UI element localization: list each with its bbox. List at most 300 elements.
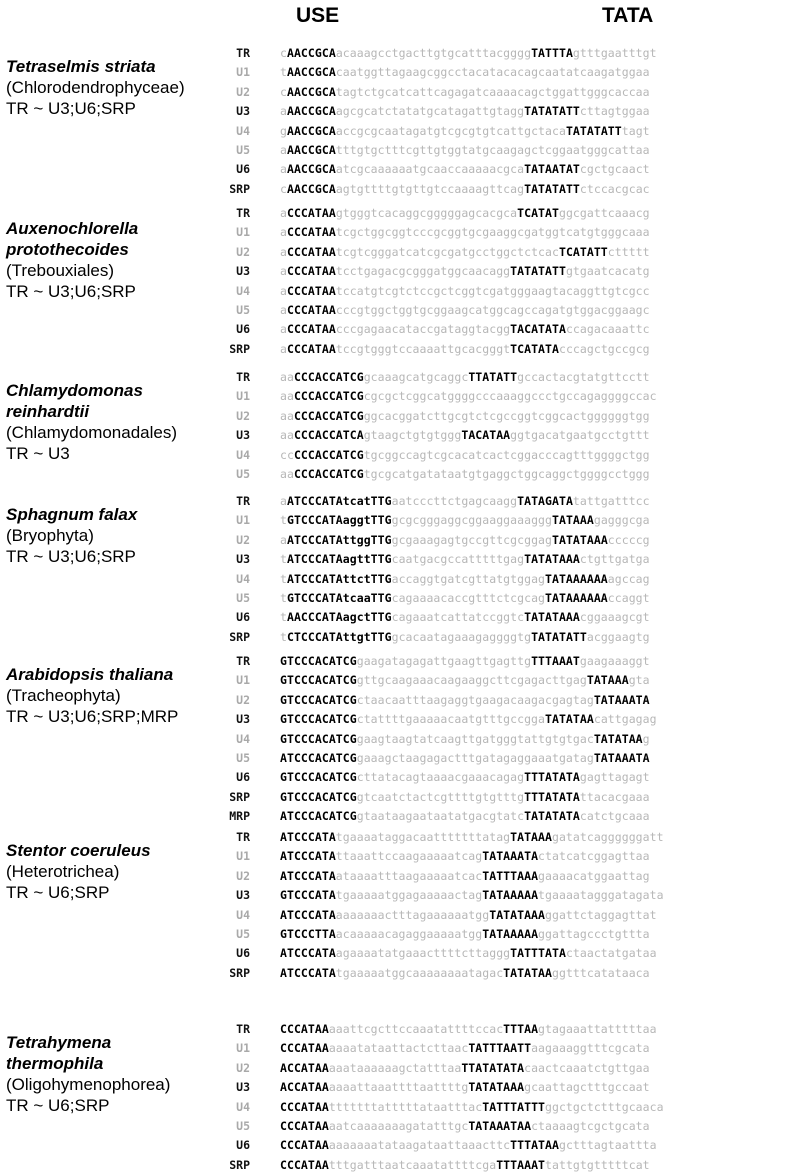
use-motif: CCCATAA — [280, 1158, 329, 1172]
use-motif: ATCCCATA — [280, 908, 336, 922]
rna-label: U2 — [236, 869, 250, 883]
sequence-leader: a — [280, 245, 287, 259]
sequence-spacer: caatggttagaagcggcctacatacacagcaatatcaagatggaa — [335, 65, 650, 79]
sequence-spacer: gaagtaagtatcaagttgatgggtattgtgtgac — [356, 732, 594, 746]
sequence-row — [280, 85, 650, 99]
rna-label: U1 — [236, 673, 250, 687]
sequence-spacer: tgaaaaatggagaaaaactag — [335, 888, 483, 902]
sequence-spacer: cttatacagtaaaacgaaacagag — [356, 770, 525, 784]
use-motif: CCCATAA — [280, 1100, 329, 1114]
sequence-row — [280, 1080, 650, 1094]
sequence-leader: t — [280, 610, 287, 624]
tata-box: TATTTAAA — [482, 869, 539, 883]
use-motif: CCCATAA — [286, 322, 336, 336]
sequence-leader: c — [280, 85, 287, 99]
tata-box: TATAAATA — [593, 693, 650, 707]
use-motif: CCCACCATCG — [293, 370, 364, 384]
sequence-leader: c — [280, 182, 287, 196]
sequence-tail: tagt — [621, 124, 650, 138]
use-motif: ATCCCATA — [280, 966, 336, 980]
sequence-spacer: ctaacaatttaagaggtgaagacaagacgagtag — [356, 693, 594, 707]
species-relation: TR ~ U6;SRP — [6, 883, 110, 902]
rna-label: MRP — [229, 809, 250, 823]
rna-label: U5 — [236, 303, 250, 317]
use-motif: GTCCCTTA — [280, 927, 336, 941]
sequence-row — [280, 342, 650, 356]
use-motif: ATCCCATAttctTTG — [286, 572, 392, 586]
rna-label: U4 — [236, 448, 250, 462]
tata-box: TATAAAAAA — [545, 591, 608, 605]
use-motif: ATCCCATA — [280, 849, 336, 863]
tata-box: TTATATATA — [461, 1061, 525, 1075]
rna-label: U4 — [236, 1100, 250, 1114]
sequence-tail: ctatcatcggagttaa — [538, 849, 650, 863]
rna-label: TR — [236, 206, 250, 220]
sequence-tail: tattgtgtttttcat — [545, 1158, 650, 1172]
sequence-leader: a — [280, 225, 287, 239]
sequence-tail: gaaaacatggaattag — [538, 869, 650, 883]
sequence-leader: a — [280, 322, 287, 336]
tata-box: TATTTAATT — [468, 1041, 532, 1055]
rna-label: U3 — [236, 428, 250, 442]
use-motif: CCCATAA — [280, 1022, 329, 1036]
tata-box: TATAAATA — [482, 849, 539, 863]
sequence-leader: a — [280, 264, 287, 278]
sequence-tail: cttttt — [607, 245, 650, 259]
sequence-leader: a — [280, 143, 287, 157]
tata-box: TATATATT — [565, 124, 622, 138]
species-taxon: (Oligohymenophorea) — [6, 1075, 171, 1094]
sequence-spacer: agaaaatatgaaacttttcttaggg — [335, 946, 511, 960]
sequence-spacer: tttttttatttttataatttac — [328, 1100, 483, 1114]
rna-label: TR — [236, 46, 250, 60]
use-motif: AACCGCA — [286, 104, 336, 118]
sequence-row — [280, 610, 650, 624]
sequence-tail: tgaaaatagggatagata — [538, 888, 664, 902]
sequence-row — [280, 1138, 657, 1152]
sequence-spacer: caatgacgccatttttgag — [391, 552, 525, 566]
use-motif: CCCATAA — [280, 1041, 329, 1055]
sequence-tail: ggtgacatgaatgcctgttt — [510, 428, 650, 442]
use-motif: CCCATAA — [286, 245, 336, 259]
sequence-leader: a — [280, 303, 287, 317]
sequence-row — [280, 428, 650, 442]
sequence-tail: ccaggt — [607, 591, 650, 605]
use-motif: CCCATAA — [286, 303, 336, 317]
sequence-spacer: gtgggtcacaggcgggggagcacgca — [335, 206, 518, 220]
sequence-tail: gagggcga — [593, 513, 650, 527]
sequence-row — [280, 1119, 650, 1133]
tata-box: TATTTATTT — [482, 1100, 546, 1114]
tata-box: TATATAAA — [524, 552, 580, 566]
use-motif: ACCATAA — [280, 1080, 329, 1094]
sequence-row — [280, 513, 650, 527]
sequence-leader: aa — [280, 370, 294, 384]
sequence-leader: aa — [280, 389, 294, 403]
tata-box: TATAAA — [552, 513, 594, 527]
rna-label: SRP — [229, 630, 250, 644]
sequence-row — [280, 448, 650, 462]
sequence-tail: cggaaagcgt — [579, 610, 650, 624]
rna-label: U5 — [236, 927, 250, 941]
sequence-row — [280, 182, 650, 196]
use-motif: AACCGCA — [286, 85, 336, 99]
rna-label: U6 — [236, 610, 250, 624]
rna-label: U2 — [236, 693, 250, 707]
sequence-tail: agccag — [607, 572, 650, 586]
sequence-leader: g — [280, 124, 287, 138]
sequence-row — [280, 1022, 657, 1036]
tata-box: TATAAAAA — [482, 927, 539, 941]
sequence-tail: ctaaaagtcgctgcata — [531, 1119, 650, 1133]
rna-label: U4 — [236, 284, 250, 298]
use-motif: CCCATAA — [280, 1138, 329, 1152]
species-name: Auxenochlorella — [6, 219, 139, 238]
rna-label: U2 — [236, 409, 250, 423]
sequence-row — [280, 104, 650, 118]
rna-label: U2 — [236, 245, 250, 259]
sequence-spacer: ctattttgaaaaacaatgtttgccgga — [356, 712, 546, 726]
sequence-leader: a — [280, 104, 287, 118]
sequence-spacer: gtaagctgtgtggg — [363, 428, 462, 442]
rna-label: U3 — [236, 712, 250, 726]
tata-box: TTTATAA — [510, 1138, 559, 1152]
sequence-leader: aa — [280, 409, 294, 423]
use-motif: GTCCCACATCG — [280, 790, 357, 804]
sequence-row — [280, 869, 650, 883]
sequence-row — [280, 245, 650, 259]
sequence-spacer: tttgatttaatcaaatattttcga — [328, 1158, 497, 1172]
sequence-leader: cc — [280, 448, 294, 462]
rna-label: U4 — [236, 908, 250, 922]
species-taxon: (Chlamydomonadales) — [6, 423, 178, 442]
sequence-leader: a — [280, 284, 287, 298]
sequence-row — [280, 654, 650, 668]
sequence-spacer: agcgcatctatatgcatagattgtagg — [335, 104, 525, 118]
sequence-tail: aagaaaggtttcgcata — [531, 1041, 650, 1055]
tata-box: TATTTATA — [510, 946, 566, 960]
sequence-spacer: gtaataagaataatatgacgtatc — [356, 809, 525, 823]
sequence-row — [280, 303, 650, 317]
tata-box: TATAAATA — [593, 751, 650, 765]
rna-label: SRP — [229, 966, 250, 980]
species-name: Tetraselmis striata — [6, 57, 156, 76]
sequence-row — [280, 849, 650, 863]
use-motif: CCCACCATCG — [293, 389, 364, 403]
sequence-tail: cattgagag — [593, 712, 657, 726]
species-name: protothecoides — [6, 240, 129, 259]
tata-box: TATATAAA — [468, 1080, 525, 1094]
species-relation: TR ~ U6;SRP — [6, 1096, 110, 1115]
use-motif: CCCACCATCA — [293, 428, 364, 442]
use-motif: ATCCCATA — [280, 869, 336, 883]
tata-box: TTTAAAT — [496, 1158, 546, 1172]
sequence-row — [280, 673, 650, 687]
sequence-tail: cccagctgccgcg — [558, 342, 650, 356]
sequence-leader: aa — [280, 428, 294, 442]
sequence-spacer: tccatgtcgtctccgctcggtcgatgggaagtacaggttgtcgcc — [335, 284, 650, 298]
sequence-row — [280, 533, 650, 547]
sequence-tail: ggtttcatataaca — [552, 966, 650, 980]
use-motif: GTCCCATAaggtTTG — [286, 513, 392, 527]
sequence-spacer: agtgttttgtgttgtccaaaagttcag — [335, 182, 525, 196]
sequence-leader: a — [280, 494, 287, 508]
use-motif: GTCCCACATCG — [280, 693, 357, 707]
sequence-tail: cccccg — [607, 533, 650, 547]
sequence-spacer: ataaaatttaagaaaaatcac — [335, 869, 483, 883]
use-motif: CTCCCATAttgtTTG — [286, 630, 392, 644]
rna-label: SRP — [229, 790, 250, 804]
use-motif: ATCCCATAagttTTG — [286, 552, 392, 566]
sequence-spacer: tgaaaaatggcaaaaaaaatagac — [335, 966, 504, 980]
use-motif: CCCACCATCG — [293, 448, 364, 462]
tata-box: TATAGATA — [517, 494, 573, 508]
sequence-leader: a — [280, 162, 287, 176]
rna-label: U3 — [236, 552, 250, 566]
sequence-row — [280, 389, 657, 403]
sequence-tail: caactcaaatctgttgaa — [524, 1061, 650, 1075]
species-description — [6, 664, 228, 727]
tata-box: TATATAA — [545, 712, 594, 726]
sequence-row — [280, 809, 650, 823]
sequence-leader: t — [280, 513, 287, 527]
sequence-spacer: acaaaaacagaggaaaaatgg — [335, 927, 483, 941]
species-taxon: (Heterotrichea) — [6, 862, 120, 881]
sequence-row — [280, 830, 664, 844]
sequence-spacer: aaaattaaattttaattttg — [328, 1080, 469, 1094]
sequence-row — [280, 908, 657, 922]
tata-box: TCATATT — [558, 245, 608, 259]
sequence-tail: ggctgctctttgcaaca — [545, 1100, 664, 1114]
species-taxon: (Trebouxiales) — [6, 261, 115, 280]
species-description — [6, 840, 228, 903]
rna-label: TR — [236, 1022, 250, 1036]
rna-label: U2 — [236, 85, 250, 99]
use-motif: ATCCCACATCG — [280, 751, 357, 765]
tata-box: TATATAA — [503, 966, 552, 980]
species-name: Chlamydomonas — [6, 381, 143, 400]
rna-label: U6 — [236, 322, 250, 336]
sequence-spacer: accaggtgatcgttatgtggag — [391, 572, 546, 586]
sequence-row — [280, 888, 664, 902]
sequence-tail: ggattctaggagttat — [545, 908, 657, 922]
rna-label: U1 — [236, 65, 250, 79]
sequence-row — [280, 124, 650, 138]
sequence-row — [280, 693, 650, 707]
sequence-row — [280, 572, 650, 586]
tata-box: TTTATATA — [524, 770, 580, 784]
sequence-tail: gccactacgtatgttcctt — [517, 370, 650, 384]
sequence-row — [280, 143, 650, 157]
tata-box: TATATATT — [531, 630, 587, 644]
sequence-row — [280, 264, 650, 278]
sequence-row — [280, 284, 650, 298]
sequence-row — [280, 1041, 650, 1055]
rna-label: U6 — [236, 770, 250, 784]
sequence-tail: cgctgcaact — [579, 162, 650, 176]
sequence-tail: gcaattagctttgccaat — [524, 1080, 650, 1094]
use-motif: ATCCCATAttggTTG — [286, 533, 392, 547]
sequence-row — [280, 409, 650, 423]
species-taxon: (Bryophyta) — [6, 526, 94, 545]
use-motif: CCCATAA — [286, 342, 336, 356]
rna-label: U4 — [236, 124, 250, 138]
tata-box: TATATATT — [510, 264, 566, 278]
use-motif: AACCGCA — [286, 162, 336, 176]
sequence-row — [280, 966, 650, 980]
sequence-spacer: tagtctgcatcattcagagatcaaaacagctggattgggcaccaa — [335, 85, 650, 99]
sequence-spacer: tgcggccagtcgcacatcactcggacccagtttggggctgg — [363, 448, 650, 462]
rna-label: TR — [236, 494, 250, 508]
sequence-row — [280, 46, 657, 60]
sequence-spacer: gcgaaagagtgccgttcgcggag — [391, 533, 552, 547]
sequence-leader: t — [280, 552, 287, 566]
tata-box: TATAAA — [510, 830, 552, 844]
rna-label: U5 — [236, 591, 250, 605]
use-motif: CCCATAA — [286, 225, 336, 239]
rna-label: U3 — [236, 104, 250, 118]
sequence-leader: t — [280, 65, 287, 79]
sequence-row — [280, 552, 650, 566]
sequence-row — [280, 225, 650, 239]
sequence-row — [280, 65, 650, 79]
rna-label: SRP — [229, 182, 250, 196]
use-motif: ATCCCATA — [280, 946, 336, 960]
sequence-tail: gta — [628, 673, 650, 687]
sequence-row — [280, 370, 650, 384]
use-motif: GTCCCATAtcaaTTG — [286, 591, 392, 605]
species-taxon: (Chlorodendrophyceae) — [6, 78, 185, 97]
use-motif: GTCCCACATCG — [280, 673, 357, 687]
sequence-tail: gtgaatcacatg — [565, 264, 650, 278]
rna-label: U5 — [236, 143, 250, 157]
rna-label: U4 — [236, 572, 250, 586]
sequence-leader: a — [280, 533, 287, 547]
sequence-row — [280, 790, 650, 804]
rna-label: U3 — [236, 264, 250, 278]
sequence-row — [280, 770, 650, 784]
sequence-spacer: tccgtgggtccaaaattgcacgggt — [335, 342, 511, 356]
use-motif: GTCCCACATCG — [280, 732, 357, 746]
sequence-row — [280, 1061, 650, 1075]
rna-label: U1 — [236, 389, 250, 403]
use-column-header: USE — [296, 4, 340, 27]
species-relation: TR ~ U3;U6;SRP;MRP — [6, 707, 179, 726]
tata-box: TATAATAT — [524, 162, 580, 176]
species-name: reinhardtii — [6, 402, 90, 421]
species-description — [6, 504, 228, 567]
rna-label: U2 — [236, 1061, 250, 1075]
tata-box: TTTAAAT — [531, 654, 580, 668]
species-relation: TR ~ U3 — [6, 444, 70, 463]
use-motif: ATCCCACATCG — [280, 809, 357, 823]
tata-box: TTTATATA — [524, 790, 580, 804]
sequence-spacer: atcgcaaaaaatgcaaccaaaaacgca — [335, 162, 525, 176]
sequence-leader: c — [280, 46, 287, 60]
rna-label: U4 — [236, 732, 250, 746]
sequence-spacer: tcctgagacgcgggatggcaacagg — [335, 264, 511, 278]
sequence-spacer: aaaatataattactcttaac — [328, 1041, 469, 1055]
sequence-spacer: aaaaaaatataagataattaaacttc — [328, 1138, 511, 1152]
sequence-spacer: ggcacggatcttgcgtctcgccggtcggcactggggggtgg — [363, 409, 650, 423]
use-motif: CCCATAA — [286, 206, 336, 220]
rna-label: U5 — [236, 467, 250, 481]
use-motif: ATCCCATA — [280, 830, 336, 844]
species-description — [6, 56, 228, 119]
rna-label: U1 — [236, 513, 250, 527]
sequence-row — [280, 162, 650, 176]
tata-box: TATAAAAAA — [545, 572, 608, 586]
sequence-spacer: gtcaatctactcgttttgtgtttg — [356, 790, 525, 804]
rna-label: U1 — [236, 849, 250, 863]
sequence-row — [280, 927, 650, 941]
species-relation: TR ~ U3;U6;SRP — [6, 547, 136, 566]
sequence-spacer: tgcgcatgatataatgtgaggctggcaggctggggcctggg — [363, 467, 650, 481]
sequence-leader: a — [280, 206, 287, 220]
species-description — [6, 380, 228, 464]
sequence-spacer: tcgctggcggtcccgcggtgcgaaggcgatggtcatgtgggcaaa — [335, 225, 650, 239]
sequence-spacer: cagaaatcattatccggtc — [391, 610, 525, 624]
sequence-tail: cttagtggaa — [579, 104, 650, 118]
use-motif: ATCCCATAtcatTTG — [286, 494, 392, 508]
sequence-row — [280, 946, 657, 960]
tata-box: TATATAAA — [524, 610, 580, 624]
sequence-tail: gatatcaggggggatt — [551, 830, 664, 844]
sequence-tail: ctccacgcac — [579, 182, 650, 196]
sequence-tail: ggcgattcaaacg — [558, 206, 650, 220]
sequence-leader: a — [280, 342, 287, 356]
sequence-leader: t — [280, 572, 287, 586]
sequence-tail: gaagaaaggt — [579, 654, 650, 668]
species-name: Stentor coeruleus — [6, 841, 151, 860]
use-motif: AACCGCA — [286, 65, 336, 79]
rna-label: U1 — [236, 1041, 250, 1055]
sequence-spacer: tgaaaataggacaatttttttatag — [335, 830, 511, 844]
use-motif: AACCGCA — [286, 46, 336, 60]
rna-label: U1 — [236, 225, 250, 239]
sequence-spacer: gcacaatagaaagaggggtg — [391, 630, 532, 644]
sequence-tail: tattgatttcc — [572, 494, 650, 508]
sequence-spacer: aaaaaaactttagaaaaaatgg — [335, 908, 490, 922]
species-relation: TR ~ U3;U6;SRP — [6, 99, 136, 118]
sequence-tail: g — [642, 732, 650, 746]
sequence-spacer: gaaagctaagagactttgatagaggaaatgatag — [356, 751, 594, 765]
rna-label: TR — [236, 370, 250, 384]
sequence-spacer: aatcccttctgagcaagg — [391, 494, 518, 508]
tata-box: TCATATA — [510, 342, 559, 356]
rna-label: U3 — [236, 888, 250, 902]
use-motif: AACCCATAagctTTG — [286, 610, 392, 624]
sequence-spacer: gcaaagcatgcaggc — [363, 370, 469, 384]
species-name: thermophila — [6, 1054, 104, 1073]
tata-box: TATTTA — [531, 46, 573, 60]
sequence-tail: ttacacgaaa — [579, 790, 650, 804]
sequence-row — [280, 712, 657, 726]
sequence-leader: aa — [280, 467, 294, 481]
sequence-leader: t — [280, 591, 287, 605]
sequence-tail: catctgcaaa — [579, 809, 650, 823]
sequence-leader: t — [280, 630, 287, 644]
use-motif: GTCCCACATCG — [280, 770, 357, 784]
sequence-row — [280, 494, 650, 508]
use-motif: GTCCCATA — [280, 888, 336, 902]
sequence-spacer: acaaagcctgacttgtgcatttacgggg — [335, 46, 532, 60]
rna-label: U6 — [236, 1138, 250, 1152]
rna-label: U5 — [236, 1119, 250, 1133]
sequence-spacer: gaagatagagattgaagttgagttg — [356, 654, 532, 668]
tata-box: TTTAA — [503, 1022, 539, 1036]
sequence-spacer: tcgtcgggatcatcgcgatgcctggctctcac — [335, 245, 559, 259]
